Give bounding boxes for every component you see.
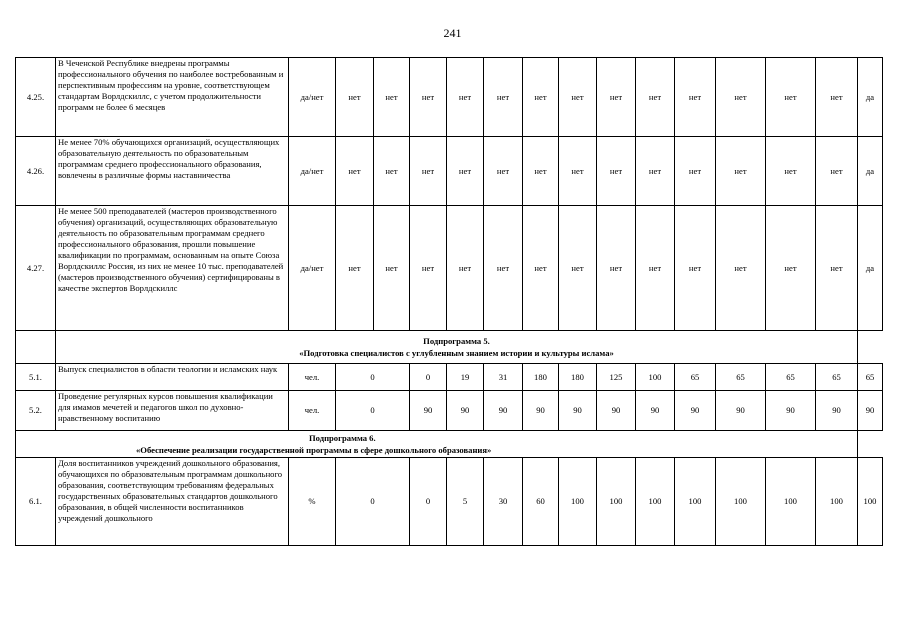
subprogram-heading (16, 431, 858, 458)
table-row (16, 206, 883, 331)
value-cell: нет (410, 137, 447, 206)
value-cell: нет (484, 58, 523, 137)
table-row (16, 391, 883, 431)
row-number: 4.25. (16, 58, 56, 137)
value-cell: нет (675, 206, 716, 331)
value-cell: нет (597, 137, 636, 206)
value-cell: 90 (559, 391, 597, 431)
indicator-description: Не менее 70% обучающихся организаций, осуществляющих образовательную деятельность по образовательным программам среднего профессионального образования, вовлечены в различные формы наставничества (56, 137, 289, 206)
value-cell: 100 (597, 458, 636, 546)
value-cell: 90 (484, 391, 523, 431)
value-cell: нет (675, 137, 716, 206)
value-cell: 90 (523, 391, 559, 431)
value-cell: 100 (636, 458, 675, 546)
value-cell: 5 (447, 458, 484, 546)
subprogram-title: «Подготовка специалистов с углубленным знанием истории и культуры ислама» (299, 348, 614, 358)
row-number: 5.2. (16, 391, 56, 431)
value-cell: нет (523, 137, 559, 206)
value-cell: нет (523, 206, 559, 331)
value-cell: 30 (484, 458, 523, 546)
indicator-description: Выпуск специалистов в области теологии и исламских наук (56, 364, 289, 391)
table-row (16, 58, 883, 137)
value-cell: 31 (484, 364, 523, 391)
value-cell: да (858, 58, 883, 137)
table-row (16, 137, 883, 206)
value-cell: 90 (766, 391, 816, 431)
value-cell: 100 (675, 458, 716, 546)
value-cell: нет (636, 206, 675, 331)
value-cell: 90 (597, 391, 636, 431)
value-cell: 65 (766, 364, 816, 391)
row-number: 6.1. (16, 458, 56, 546)
value-cell: нет (336, 58, 374, 137)
unit-cell: % (289, 458, 336, 546)
unit-cell: да/нет (289, 137, 336, 206)
value-cell: 19 (447, 364, 484, 391)
value-cell: нет (716, 206, 766, 331)
value-cell: нет (410, 206, 447, 331)
indicator-description: Не менее 500 преподавателей (мастеров производственного обучения) организаций, осуществляющих образовательную деятельность по образовательным программам среднего профессионального образования, прошли повышение квалификации по программам, основанным на опыте Союза Ворлдскиллс Россия, из них не менее 10 тыс. преподавателей (мастеров производственного обучения) сертифицированы в качестве экспертов Ворлдскиллс (56, 206, 289, 331)
section-header-row (16, 331, 883, 364)
row-number: 4.27. (16, 206, 56, 331)
table-row (16, 364, 883, 391)
value-cell: 0 (336, 458, 410, 546)
value-cell: нет (716, 137, 766, 206)
value-cell: 90 (675, 391, 716, 431)
value-cell: 60 (523, 458, 559, 546)
value-cell: нет (597, 206, 636, 331)
value-cell: 65 (675, 364, 716, 391)
value-cell: нет (766, 58, 816, 137)
unit-cell: чел. (289, 391, 336, 431)
value-cell: нет (374, 58, 410, 137)
value-cell: нет (816, 58, 858, 137)
value-cell: 90 (816, 391, 858, 431)
value-cell: 180 (559, 364, 597, 391)
value-cell: нет (816, 206, 858, 331)
value-cell: 0 (336, 391, 410, 431)
value-cell: 180 (523, 364, 559, 391)
unit-cell: да/нет (289, 206, 336, 331)
row-number: 5.1. (16, 364, 56, 391)
value-cell: нет (636, 137, 675, 206)
row-number: 4.26. (16, 137, 56, 206)
value-cell: нет (447, 206, 484, 331)
subprogram-number: Подпрограмма 6. (309, 433, 376, 443)
value-cell: 100 (559, 458, 597, 546)
value-cell: нет (336, 206, 374, 331)
value-cell: 65 (858, 364, 883, 391)
indicators-table (15, 57, 883, 546)
table-row (16, 458, 883, 546)
value-cell: 65 (716, 364, 766, 391)
value-cell: 90 (858, 391, 883, 431)
value-cell: нет (447, 137, 484, 206)
value-cell: 100 (716, 458, 766, 546)
value-cell: 100 (816, 458, 858, 546)
value-cell: нет (559, 137, 597, 206)
value-cell: нет (766, 206, 816, 331)
value-cell: нет (597, 58, 636, 137)
unit-cell: да/нет (289, 58, 336, 137)
value-cell: нет (675, 58, 716, 137)
value-cell: 125 (597, 364, 636, 391)
indicator-description: Доля воспитанников учреждений дошкольного образования, обучающихся по образовательным программам дошкольного образования, соответствующим требованиям федеральных государственных образовательных стандартов дошкольного образования, в общей численности воспитанников учреждений дошкольного (56, 458, 289, 546)
value-cell: нет (374, 206, 410, 331)
value-cell: нет (766, 137, 816, 206)
value-cell: 0 (410, 458, 447, 546)
value-cell: 100 (766, 458, 816, 546)
subprogram-title: «Обеспечение реализации государственной программы в сфере дошкольного образования» (136, 445, 492, 455)
value-cell: нет (523, 58, 559, 137)
value-cell: нет (716, 58, 766, 137)
value-cell: нет (636, 58, 675, 137)
page-number: 241 (443, 26, 462, 40)
value-cell: 100 (858, 458, 883, 546)
value-cell: 0 (336, 364, 410, 391)
value-cell: нет (559, 58, 597, 137)
section-header-row (16, 431, 883, 458)
subprogram-heading (56, 331, 858, 364)
value-cell: нет (559, 206, 597, 331)
value-cell: 100 (636, 364, 675, 391)
value-cell: нет (374, 137, 410, 206)
indicator-description: Проведение регулярных курсов повышения квалификации для имамов мечетей и педагогов школ по духовно-нравственному воспитанию (56, 391, 289, 431)
empty-cell (16, 331, 56, 364)
value-cell: нет (484, 137, 523, 206)
value-cell: 90 (447, 391, 484, 431)
subprogram-number: Подпрограмма 5. (423, 336, 490, 346)
value-cell: 0 (410, 364, 447, 391)
value-cell: да (858, 206, 883, 331)
value-cell: 90 (410, 391, 447, 431)
value-cell: нет (410, 58, 447, 137)
value-cell: нет (816, 137, 858, 206)
value-cell: 90 (636, 391, 675, 431)
value-cell: нет (447, 58, 484, 137)
indicator-description: В Чеченской Республике внедрены программы профессионального обучения по наиболее востребованным и перспективным профессиям на уровне, соответствующем стандартам Ворлдскиллс, с учетом продолжительности программ не более 6 месяцев (56, 58, 289, 137)
value-cell: нет (336, 137, 374, 206)
value-cell: да (858, 137, 883, 206)
unit-cell: чел. (289, 364, 336, 391)
value-cell: 65 (816, 364, 858, 391)
value-cell: 90 (716, 391, 766, 431)
value-cell: нет (484, 206, 523, 331)
